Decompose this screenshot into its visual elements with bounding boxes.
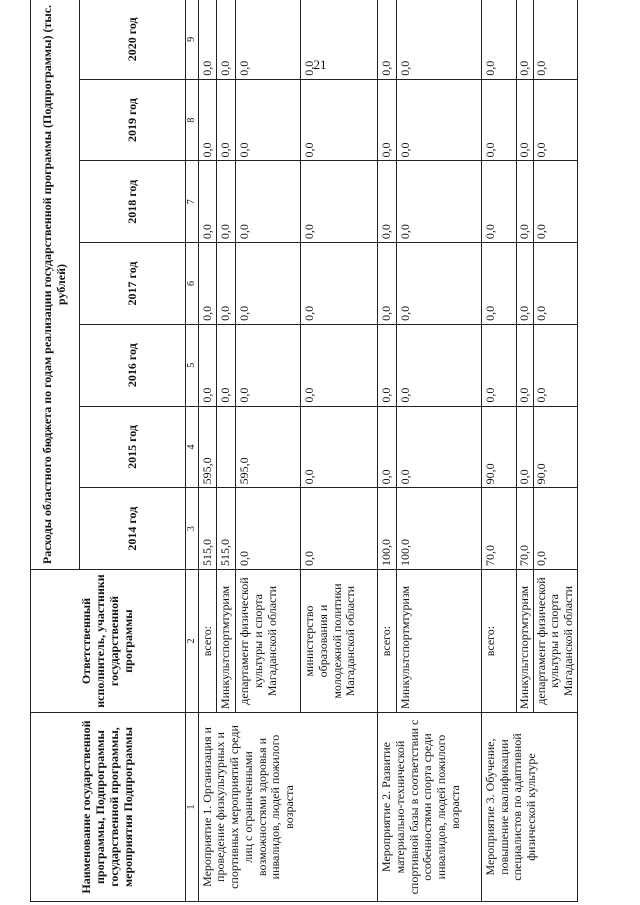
value-cell: 70,0 <box>516 488 533 570</box>
value-cell <box>217 406 236 488</box>
value-cell: 0,0 <box>301 0 378 79</box>
table-row <box>481 0 516 902</box>
measure-3-name: Мероприятие 3. Обучение, повышение квалификации специалистов по адаптивной физической культуре <box>481 713 577 902</box>
value-cell: 0,0 <box>516 243 533 325</box>
row-executor: всего: <box>481 570 516 713</box>
value-cell: 0,0 <box>301 161 378 243</box>
value-cell: 0,0 <box>217 243 236 325</box>
value-cell: 0,0 <box>481 161 516 243</box>
value-cell: 0,0 <box>198 79 217 161</box>
row-executor: Минкультспортмтуризм <box>396 570 481 713</box>
value-cell: 0,0 <box>378 243 397 325</box>
value-cell: 0,0 <box>396 79 481 161</box>
column-number: 8 <box>186 79 199 161</box>
column-number: 7 <box>186 161 199 243</box>
value-cell: 0,0 <box>533 161 577 243</box>
value-cell: 595,0 <box>236 406 301 488</box>
value-cell: 0,0 <box>198 0 217 79</box>
row-executor: Минкультспортмтуризм <box>217 570 236 713</box>
value-cell: 0,0 <box>198 243 217 325</box>
value-cell: 0,0 <box>236 324 301 406</box>
header-year-2018: 2018 год <box>80 161 186 243</box>
value-cell: 0,0 <box>198 324 217 406</box>
value-cell: 0,0 <box>516 324 533 406</box>
value-cell: 0,0 <box>533 79 577 161</box>
value-cell: 0,0 <box>217 79 236 161</box>
value-cell: 0,0 <box>217 161 236 243</box>
value-cell: 0,0 <box>301 79 378 161</box>
value-cell: 0,0 <box>378 324 397 406</box>
value-cell: 0,0 <box>301 488 378 570</box>
value-cell: 0,0 <box>396 324 481 406</box>
value-cell: 90,0 <box>481 406 516 488</box>
row-executor: Минкультспортмтуризм <box>516 570 533 713</box>
row-executor: департамент физической культуры и спорта Магаданской области <box>236 570 301 713</box>
value-cell: 0,0 <box>378 161 397 243</box>
value-cell: 0,0 <box>396 161 481 243</box>
row-executor: министерство образования и молодежной политики Магаданской области <box>301 570 378 713</box>
value-cell: 0,0 <box>396 0 481 79</box>
column-number: 5 <box>186 324 199 406</box>
value-cell: 0,0 <box>481 324 516 406</box>
header-year-2016: 2016 год <box>80 324 186 406</box>
table-row <box>378 0 397 902</box>
measure-1-name: Мероприятие 1. Организация и проведение физкультурных и спортивных мероприятий среди лиц с ограниченными возможностями здоровья и инвалидов, людей пожилого возраста <box>198 713 378 902</box>
value-cell: 595,0 <box>198 406 217 488</box>
value-cell: 0,0 <box>236 161 301 243</box>
value-cell: 0,0 <box>396 406 481 488</box>
value-cell: 0,0 <box>236 79 301 161</box>
value-cell: 0,0 <box>481 243 516 325</box>
value-cell: 0,0 <box>378 0 397 79</box>
value-cell: 0,0 <box>236 488 301 570</box>
header-name: Наименование государственной программы, Подпрограммы государственной программы, мероприятия Подпрограммы <box>31 713 186 902</box>
value-cell: 0,0 <box>481 79 516 161</box>
value-cell: 0,0 <box>396 243 481 325</box>
value-cell: 0,0 <box>378 406 397 488</box>
row-executor: департамент физической культуры и спорта Магаданской области <box>533 570 577 713</box>
value-cell: 0,0 <box>533 488 577 570</box>
header-executor: Ответственный исполнитель, участники государственной программы <box>31 570 186 713</box>
value-cell: 100,0 <box>378 488 397 570</box>
header-row-top <box>31 0 80 902</box>
value-cell: 90,0 <box>533 406 577 488</box>
value-cell: 0,0 <box>481 0 516 79</box>
table-row <box>198 0 217 902</box>
value-cell: 0,0 <box>236 0 301 79</box>
value-cell: 515,0 <box>217 488 236 570</box>
value-cell: 0,0 <box>516 79 533 161</box>
row-executor: всего: <box>198 570 217 713</box>
header-year-2019: 2019 год <box>80 79 186 161</box>
value-cell: 100,0 <box>396 488 481 570</box>
value-cell: 0,0 <box>516 406 533 488</box>
budget-table <box>30 0 578 902</box>
header-year-2020: 2020 год <box>80 0 186 79</box>
header-year-2014: 2014 год <box>80 488 186 570</box>
column-number: 1 <box>186 713 199 902</box>
header-year-2017: 2017 год <box>80 243 186 325</box>
value-cell: 0,0 <box>217 0 236 79</box>
value-cell: 0,0 <box>378 79 397 161</box>
value-cell: 0,0 <box>301 243 378 325</box>
value-cell: 0,0 <box>516 0 533 79</box>
column-number: 4 <box>186 406 199 488</box>
rotated-table-sheet <box>30 0 632 902</box>
value-cell: 0,0 <box>516 161 533 243</box>
value-cell: 70,0 <box>481 488 516 570</box>
value-cell: 0,0 <box>217 324 236 406</box>
value-cell: 0,0 <box>198 161 217 243</box>
value-cell: 515,0 <box>198 488 217 570</box>
column-number: 3 <box>186 488 199 570</box>
column-number: 9 <box>186 0 199 79</box>
row-executor: всего: <box>378 570 397 713</box>
column-number: 6 <box>186 243 199 325</box>
value-cell: 0,0 <box>301 324 378 406</box>
header-expenses: Расходы областного бюджета по годам реализации государственной программы (Подпрограммы) (тыс. рублей) <box>31 0 80 570</box>
value-cell: 0,0 <box>533 0 577 79</box>
value-cell: 0,0 <box>236 243 301 325</box>
value-cell: 0,0 <box>533 324 577 406</box>
value-cell: 0,0 <box>301 406 378 488</box>
page-number: 21 <box>313 57 327 72</box>
column-number-row <box>186 0 199 902</box>
header-year-2015: 2015 год <box>80 406 186 488</box>
column-number: 2 <box>186 570 199 713</box>
value-cell: 0,0 <box>533 243 577 325</box>
measure-2-name: Мероприятие 2. Развитие материально-технической спортивной базы в соответствии с особенностями спорта среди инвалидов, людей пожилого возраста <box>378 713 482 902</box>
